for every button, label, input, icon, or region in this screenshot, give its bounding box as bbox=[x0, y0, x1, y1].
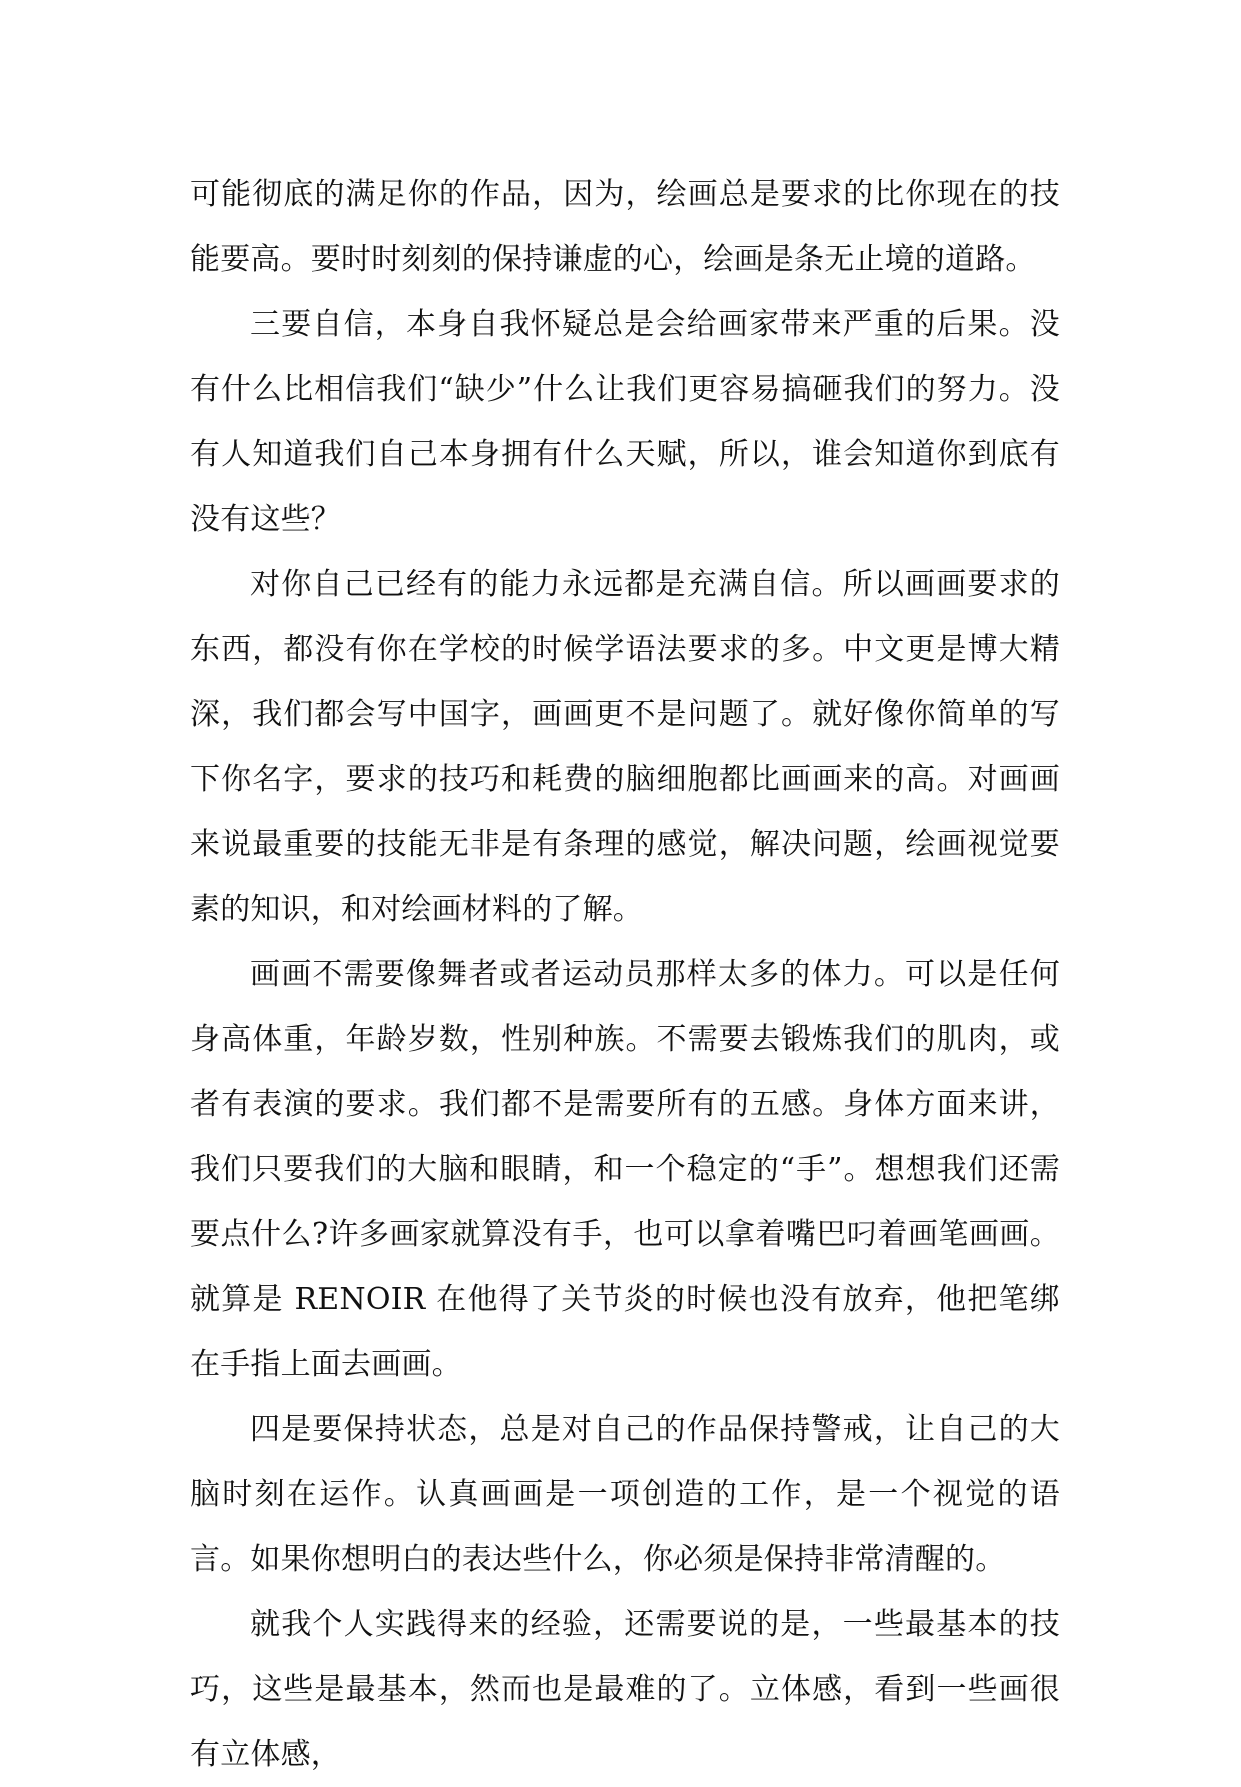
paragraph-basic-techniques: 就我个人实践得来的经验，还需要说的是，一些最基本的技巧，这些是最基本，然而也是最难的了。立体感，看到一些画很有立体感， bbox=[190, 1607, 1060, 1772]
paragraph-existing-abilities: 对你自己已经有的能力永远都是充满自信。所以画画要求的东西，都没有你在学校的时候学语法要求的多。中文更是博大精深，我们都会写中国字，画画更不是问题了。就好像你简单的写下你名字，要求的技巧和耗费的脑细胞都比画画来的高。对画画来说最重要的技能无非是有条理的感觉，解决问题，绘画视觉要素的知识，和对绘画材料的了解。 bbox=[190, 567, 1060, 927]
paragraph-stay-alert: 四是要保持状态，总是对自己的作品保持警戒，让自己的大脑时刻在运作。认真画画是一项创造的工作，是一个视觉的语言。如果你想明白的表达些什么，你必须是保持非常清醒的。 bbox=[190, 1412, 1060, 1577]
paragraph-self-confidence: 三要自信，本身自我怀疑总是会给画家带来严重的后果。没有什么比相信我们“缺少”什么让我们更容易搞砸我们的努力。没有人知道我们自己本身拥有什么天赋，所以，谁会知道你到底有没有这些？ bbox=[190, 307, 1060, 537]
paragraph-continuation: 可能彻底的满足你的作品，因为，绘画总是要求的比你现在的技能要高。要时时刻刻的保持谦虚的心，绘画是条无止境的道路。 bbox=[190, 177, 1060, 277]
document-body bbox=[190, 162, 1060, 1787]
paragraph-physical-requirements: 画画不需要像舞者或者运动员那样太多的体力。可以是任何身高体重，年龄岁数，性别种族。不需要去锻炼我们的肌肉，或者有表演的要求。我们都不是需要所有的五感。身体方面来讲，我们只要我们的大脑和眼睛，和一个稳定的“手”。想想我们还需要点什么?许多画家就算没有手，也可以拿着嘴巴叼着画笔画画。就算是 RENOIR 在他得了关节炎的时候也没有放弃，他把笔绑在手指上面去画画。 bbox=[190, 957, 1060, 1382]
